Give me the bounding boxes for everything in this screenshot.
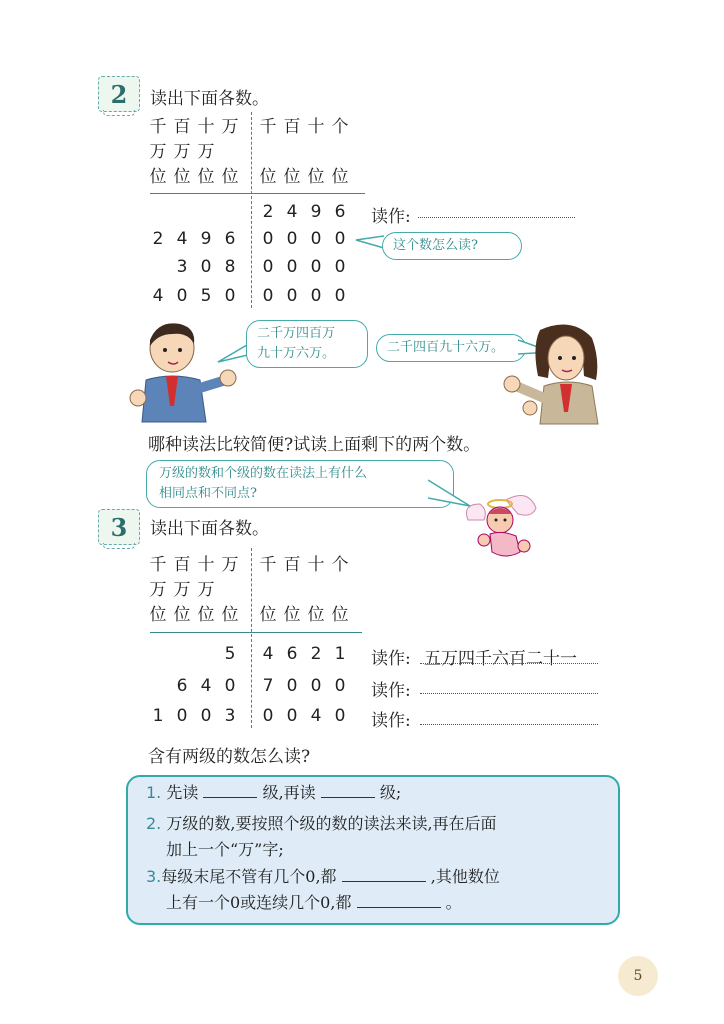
answer-line[interactable]: [418, 217, 575, 218]
rule-3: 3.每级末尾不管有几个0,都 ,其他数位: [146, 867, 500, 886]
blank-4[interactable]: [357, 893, 441, 908]
number-row: 1 0 0 3 0 0 4 0: [152, 706, 346, 726]
blank-2[interactable]: [321, 783, 375, 798]
read-label: 读作:: [371, 681, 411, 701]
answer-line[interactable]: [420, 693, 598, 694]
speech-bubble-question: 这个数怎么读?: [382, 232, 522, 260]
boy-illustration: [128, 318, 240, 423]
blank-3[interactable]: [342, 867, 426, 882]
blank-1[interactable]: [203, 783, 257, 798]
exercise-question: 含有两级的数怎么读?: [148, 747, 311, 767]
rule-2: 2. 万级的数,要按照个级的数的读法来读,再在后面: [146, 814, 497, 833]
exercise-badge-3: [98, 509, 140, 545]
rule-1: 1. 先读 级,再读 级;: [146, 783, 402, 802]
exercise-number: 3: [110, 512, 128, 542]
table-rule: [150, 632, 362, 633]
read-label: 读作:: [371, 711, 411, 731]
girl-illustration: [500, 320, 610, 425]
read-label: 读作:: [371, 207, 411, 227]
number-row: 2 4 9 6: [262, 202, 346, 222]
number-row: 3 0 8 0 0 0 0: [176, 257, 346, 277]
level-divider: [251, 548, 252, 728]
speech-bubble-boy: [246, 320, 368, 368]
number-row: 2 4 9 6 0 0 0 0: [152, 229, 346, 249]
table-rule: [150, 193, 365, 194]
read-answer: 五万四千六百二十一: [424, 649, 577, 669]
read-label: 读作:: [371, 649, 411, 669]
place-header-row2: 万 万 万: [149, 142, 215, 162]
number-row: 5 4 6 2 1: [224, 644, 346, 664]
exercise-title: 读出下面各数。: [150, 89, 269, 109]
answer-line: [420, 663, 598, 664]
rule-3-cont: 上有一个0或连续几个0,都 。: [166, 893, 462, 912]
exercise-number: 2: [110, 79, 128, 109]
rule-2-cont: 加上一个“万”字;: [166, 840, 284, 859]
exercise-badge-2: [98, 76, 140, 112]
bubble-line: 二千万四百万: [257, 326, 336, 341]
place-header-row3: 位 位 位 位 位 位 位 位: [149, 605, 349, 625]
place-header-row2: 万 万 万: [149, 580, 215, 600]
number-row: 4 0 5 0 0 0 0 0: [152, 286, 346, 306]
place-header-row3: 位 位 位 位 位 位 位 位: [149, 167, 349, 187]
speech-bubble-tail: [354, 232, 384, 252]
page-number: 5: [618, 956, 658, 996]
speech-bubble-girl: 二千四百九十六万。: [376, 334, 526, 362]
answer-line[interactable]: [420, 724, 598, 725]
angel-illustration: [462, 490, 542, 570]
bubble-line: 万级的数和个级的数在读法上有什么: [159, 466, 368, 481]
number-row: 6 4 0 7 0 0 0: [176, 676, 346, 696]
place-header-row1: 千 百 十 万 千 百 十 个: [149, 117, 349, 137]
bubble-line: 九十万六万。: [257, 346, 336, 361]
bubble-line: 相同点和不同点?: [159, 486, 257, 501]
place-header-row1: 千 百 十 万 千 百 十 个: [149, 555, 349, 575]
exercise-question: 哪种读法比较简便?试读上面剩下的两个数。: [148, 435, 481, 455]
exercise-title: 读出下面各数。: [150, 519, 269, 539]
speech-bubble-angel: [146, 460, 454, 508]
